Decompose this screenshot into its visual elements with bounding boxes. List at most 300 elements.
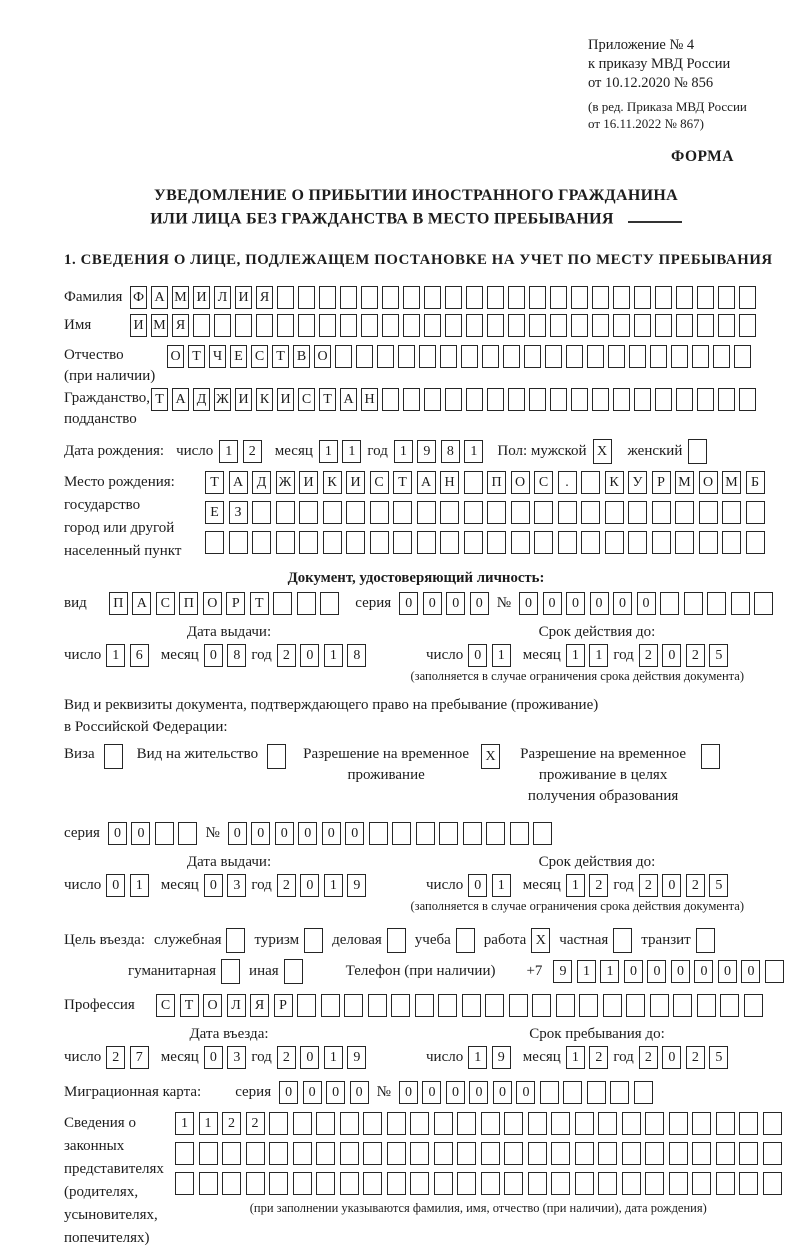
profession-boxes bbox=[156, 994, 763, 1017]
residence-issue-date bbox=[64, 874, 394, 897]
char-box bbox=[529, 286, 546, 309]
char-box: О bbox=[167, 345, 184, 368]
char-box: X bbox=[531, 928, 550, 953]
day-label: число bbox=[176, 443, 214, 460]
phone-prefix: +7 bbox=[526, 963, 543, 980]
char-box bbox=[613, 314, 630, 337]
char-box bbox=[722, 531, 741, 554]
char-box: И bbox=[346, 471, 365, 494]
char-box bbox=[504, 1142, 523, 1165]
char-box: Т bbox=[393, 471, 412, 494]
char-box bbox=[419, 345, 436, 368]
purpose-option: транзит bbox=[641, 928, 714, 953]
char-box: М bbox=[151, 314, 168, 337]
purpose-option: иная bbox=[249, 959, 303, 984]
char-box bbox=[370, 531, 389, 554]
year-boxes bbox=[639, 644, 729, 667]
char-box bbox=[508, 388, 525, 411]
char-box: В bbox=[293, 345, 310, 368]
char-box bbox=[175, 1142, 194, 1165]
char-box bbox=[540, 1081, 559, 1104]
char-box: 3 bbox=[227, 874, 246, 897]
char-box bbox=[655, 388, 672, 411]
char-box bbox=[699, 501, 718, 524]
month-label: месяц bbox=[522, 877, 561, 894]
char-box bbox=[235, 314, 252, 337]
char-box bbox=[503, 345, 520, 368]
char-box: Т bbox=[250, 592, 269, 615]
char-box bbox=[466, 388, 483, 411]
title-line2: ИЛИ ЛИЦА БЕЗ ГРАЖДАНСТВА В МЕСТО ПРЕБЫВАНИЯ bbox=[150, 210, 614, 228]
patronymic-boxes bbox=[167, 345, 751, 368]
char-box: С bbox=[156, 592, 175, 615]
char-box bbox=[464, 471, 483, 494]
char-box: 0 bbox=[422, 1081, 441, 1104]
char-box bbox=[267, 744, 286, 769]
char-box bbox=[387, 1142, 406, 1165]
char-box: 0 bbox=[637, 592, 656, 615]
char-box: Н bbox=[361, 388, 378, 411]
char-box: И bbox=[235, 286, 252, 309]
char-box: . bbox=[558, 471, 577, 494]
char-box: 0 bbox=[624, 960, 643, 983]
stay-until-date bbox=[426, 1046, 768, 1069]
legal-reps-rows bbox=[175, 1112, 782, 1216]
char-box bbox=[550, 314, 567, 337]
char-box: 0 bbox=[204, 1046, 223, 1069]
work-checkbox bbox=[531, 928, 550, 953]
option-label: Разрешение на временное проживание в целях получения образования bbox=[520, 746, 687, 805]
char-box bbox=[440, 345, 457, 368]
char-box: 0 bbox=[519, 592, 538, 615]
char-box bbox=[462, 994, 481, 1017]
visa-checkbox bbox=[104, 744, 123, 769]
char-box bbox=[424, 286, 441, 309]
char-box bbox=[722, 501, 741, 524]
issue-date-header: Дата выдачи: bbox=[186, 854, 272, 871]
char-box bbox=[155, 822, 174, 845]
appendix-line: к приказу МВД России bbox=[588, 56, 731, 72]
char-box: К bbox=[323, 471, 342, 494]
char-box bbox=[457, 1172, 476, 1195]
gender-female-label: женский bbox=[627, 443, 683, 460]
char-box bbox=[634, 1081, 653, 1104]
char-box bbox=[387, 1172, 406, 1195]
char-box bbox=[246, 1142, 265, 1165]
char-box bbox=[199, 1172, 218, 1195]
char-box: 9 bbox=[417, 440, 436, 463]
residence-valid-date bbox=[426, 874, 768, 897]
char-box: А bbox=[229, 471, 248, 494]
char-box: 0 bbox=[694, 960, 713, 983]
char-box bbox=[511, 501, 530, 524]
other-checkbox bbox=[284, 959, 303, 984]
char-box bbox=[763, 1112, 782, 1135]
identity-issue-date bbox=[64, 644, 394, 667]
char-box bbox=[528, 1112, 547, 1135]
phone-label: Телефон (при наличии) bbox=[345, 963, 496, 980]
char-box: М bbox=[675, 471, 694, 494]
char-box bbox=[363, 1172, 382, 1195]
char-box: 1 bbox=[324, 1046, 343, 1069]
char-box bbox=[277, 286, 294, 309]
purpose-option: деловая bbox=[332, 928, 406, 953]
char-box bbox=[650, 345, 667, 368]
char-box bbox=[592, 286, 609, 309]
char-box bbox=[692, 1172, 711, 1195]
char-box bbox=[222, 1172, 241, 1195]
doc-series-boxes bbox=[399, 592, 489, 615]
char-box: А bbox=[151, 286, 168, 309]
char-box: 1 bbox=[175, 1112, 194, 1135]
char-box bbox=[603, 994, 622, 1017]
birth-date-row bbox=[64, 439, 768, 464]
char-box bbox=[482, 345, 499, 368]
char-box bbox=[252, 531, 271, 554]
char-box: 1 bbox=[324, 644, 343, 667]
char-box bbox=[487, 531, 506, 554]
surname-row bbox=[64, 286, 768, 309]
month-boxes bbox=[204, 874, 247, 897]
temp-residence-checkbox bbox=[481, 744, 500, 769]
char-box bbox=[434, 1112, 453, 1135]
char-box bbox=[579, 994, 598, 1017]
char-box bbox=[652, 501, 671, 524]
birth-year-boxes bbox=[394, 440, 484, 463]
char-box bbox=[321, 994, 340, 1017]
char-box: 2 bbox=[106, 1046, 125, 1069]
char-box: 5 bbox=[709, 874, 728, 897]
char-box bbox=[464, 531, 483, 554]
char-box: Ч bbox=[209, 345, 226, 368]
char-box: 0 bbox=[446, 1081, 465, 1104]
char-box: 9 bbox=[553, 960, 572, 983]
legal-reps-row1 bbox=[175, 1112, 782, 1135]
char-box bbox=[299, 531, 318, 554]
char-box: С bbox=[298, 388, 315, 411]
char-box: 9 bbox=[347, 874, 366, 897]
char-box: Д bbox=[193, 388, 210, 411]
char-box bbox=[720, 994, 739, 1017]
identity-valid-note: (заполняется в случае ограничения срока действия документа) bbox=[410, 669, 744, 684]
char-box bbox=[575, 1142, 594, 1165]
char-box bbox=[550, 286, 567, 309]
char-box bbox=[692, 1112, 711, 1135]
char-box bbox=[323, 501, 342, 524]
option-temp-residence bbox=[300, 744, 500, 786]
char-box bbox=[634, 286, 651, 309]
char-box: Я bbox=[172, 314, 189, 337]
char-box: С bbox=[156, 994, 175, 1017]
char-box bbox=[684, 592, 703, 615]
char-box bbox=[487, 388, 504, 411]
char-box: И bbox=[193, 286, 210, 309]
residence-date-row bbox=[64, 871, 768, 897]
appendix-line: от 10.12.2020 № 856 bbox=[588, 75, 714, 91]
name-label: Имя bbox=[64, 317, 92, 334]
char-box bbox=[382, 286, 399, 309]
char-box bbox=[457, 1112, 476, 1135]
char-box bbox=[763, 1142, 782, 1165]
char-box bbox=[276, 531, 295, 554]
residence-valid-note: (заполняется в случае ограничения срока действия документа) bbox=[410, 899, 744, 914]
char-box: 1 bbox=[566, 874, 585, 897]
appendix-note-line: (в ред. Приказа МВД России bbox=[588, 99, 747, 114]
day-label: число bbox=[426, 647, 464, 664]
char-box: 0 bbox=[590, 592, 609, 615]
char-box bbox=[613, 388, 630, 411]
purpose-row1 bbox=[64, 928, 768, 953]
number-label: № bbox=[205, 825, 220, 842]
char-box bbox=[634, 314, 651, 337]
char-box bbox=[529, 388, 546, 411]
char-box bbox=[746, 531, 765, 554]
month-label: месяц bbox=[160, 647, 199, 664]
char-box: 0 bbox=[322, 822, 341, 845]
char-box bbox=[256, 314, 273, 337]
char-box bbox=[361, 286, 378, 309]
purpose-row2 bbox=[128, 959, 768, 984]
char-box: 1 bbox=[464, 440, 483, 463]
char-box: 0 bbox=[662, 1046, 681, 1069]
char-box bbox=[415, 994, 434, 1017]
char-box bbox=[346, 501, 365, 524]
purpose-option: туризм bbox=[254, 928, 323, 953]
identity-doc-row bbox=[64, 592, 768, 615]
char-box bbox=[199, 1142, 218, 1165]
char-box: 0 bbox=[662, 874, 681, 897]
patronymic-label: Отчество (при наличии) bbox=[64, 347, 156, 385]
char-box bbox=[655, 286, 672, 309]
char-box bbox=[356, 345, 373, 368]
char-box bbox=[273, 592, 292, 615]
char-box bbox=[382, 314, 399, 337]
char-box bbox=[398, 345, 415, 368]
char-box bbox=[675, 531, 694, 554]
char-box bbox=[739, 1172, 758, 1195]
month-boxes bbox=[566, 644, 609, 667]
char-box bbox=[481, 1172, 500, 1195]
char-box bbox=[335, 345, 352, 368]
char-box: 1 bbox=[342, 440, 361, 463]
char-box bbox=[765, 960, 784, 983]
char-box bbox=[629, 345, 646, 368]
char-box: О bbox=[203, 994, 222, 1017]
char-box bbox=[622, 1172, 641, 1195]
char-box: Ж bbox=[276, 471, 295, 494]
citizenship-label: Гражданство, подданство bbox=[64, 390, 151, 428]
char-box bbox=[688, 439, 707, 464]
char-box bbox=[598, 1142, 617, 1165]
purpose-option: гуманитарная bbox=[128, 959, 240, 984]
day-label: число bbox=[426, 877, 464, 894]
char-box bbox=[205, 531, 224, 554]
char-box: Т bbox=[180, 994, 199, 1017]
char-box bbox=[509, 994, 528, 1017]
char-box bbox=[731, 592, 750, 615]
char-box: 0 bbox=[300, 1046, 319, 1069]
gender-label: Пол: мужской bbox=[497, 443, 587, 460]
doc-series-label: серия bbox=[355, 595, 392, 612]
char-box bbox=[739, 1112, 758, 1135]
char-box: П bbox=[109, 592, 128, 615]
form-title bbox=[64, 184, 768, 230]
citizenship-row bbox=[64, 388, 768, 430]
name-boxes bbox=[130, 314, 756, 337]
char-box bbox=[563, 1081, 582, 1104]
private-checkbox bbox=[613, 928, 632, 953]
char-box: Б bbox=[746, 471, 765, 494]
month-label: месяц bbox=[522, 647, 561, 664]
year-boxes bbox=[277, 1046, 367, 1069]
char-box bbox=[368, 994, 387, 1017]
day-boxes bbox=[106, 644, 149, 667]
char-box bbox=[410, 1112, 429, 1135]
char-box bbox=[669, 1112, 688, 1135]
char-box: 0 bbox=[326, 1081, 345, 1104]
char-box bbox=[581, 471, 600, 494]
tourism-checkbox bbox=[304, 928, 323, 953]
char-box bbox=[558, 531, 577, 554]
char-box: 8 bbox=[347, 644, 366, 667]
char-box bbox=[284, 959, 303, 984]
char-box bbox=[699, 531, 718, 554]
char-box bbox=[551, 1112, 570, 1135]
char-box: 0 bbox=[399, 592, 418, 615]
series-label: серия bbox=[235, 1084, 272, 1101]
day-boxes bbox=[468, 1046, 511, 1069]
legal-reps-note: (при заполнении указываются фамилия, имя, отчество (при наличии), дата рождения) bbox=[249, 1201, 707, 1216]
char-box: 0 bbox=[350, 1081, 369, 1104]
char-box: 3 bbox=[227, 1046, 246, 1069]
char-box: 0 bbox=[300, 874, 319, 897]
doc-number-boxes bbox=[519, 592, 773, 615]
number-label: № bbox=[376, 1084, 391, 1101]
char-box: 8 bbox=[441, 440, 460, 463]
month-boxes bbox=[566, 874, 609, 897]
char-box bbox=[277, 314, 294, 337]
day-boxes bbox=[468, 874, 511, 897]
char-box: X bbox=[593, 439, 612, 464]
char-box bbox=[744, 994, 763, 1017]
char-box: 0 bbox=[423, 592, 442, 615]
appendix-line: Приложение № 4 bbox=[588, 37, 695, 53]
char-box bbox=[634, 388, 651, 411]
char-box: 1 bbox=[600, 960, 619, 983]
char-box bbox=[297, 592, 316, 615]
title-line1: УВЕДОМЛЕНИЕ О ПРИБЫТИИ ИНОСТРАННОГО ГРАЖДАНИНА bbox=[154, 187, 678, 204]
char-box bbox=[464, 501, 483, 524]
month-label: месяц bbox=[160, 1049, 199, 1066]
char-box: Т bbox=[319, 388, 336, 411]
char-box bbox=[592, 388, 609, 411]
char-box bbox=[299, 501, 318, 524]
char-box bbox=[650, 994, 669, 1017]
month-label: месяц bbox=[274, 443, 313, 460]
identity-doc-heading: Документ, удостоверяющий личность: bbox=[287, 570, 545, 587]
char-box: 0 bbox=[647, 960, 666, 983]
day-boxes bbox=[106, 1046, 149, 1069]
char-box bbox=[346, 531, 365, 554]
char-box: Е bbox=[205, 501, 224, 524]
char-box bbox=[457, 1142, 476, 1165]
char-box bbox=[676, 286, 693, 309]
char-box bbox=[613, 928, 632, 953]
char-box bbox=[486, 822, 505, 845]
study-checkbox bbox=[456, 928, 475, 953]
char-box bbox=[403, 286, 420, 309]
char-box bbox=[466, 314, 483, 337]
char-box: 8 bbox=[227, 644, 246, 667]
char-box: Я bbox=[256, 286, 273, 309]
char-box bbox=[504, 1172, 523, 1195]
char-box: 1 bbox=[130, 874, 149, 897]
char-box: К bbox=[605, 471, 624, 494]
char-box: С bbox=[370, 471, 389, 494]
char-box: X bbox=[481, 744, 500, 769]
month-boxes bbox=[204, 1046, 247, 1069]
char-box bbox=[456, 928, 475, 953]
char-box: 0 bbox=[300, 644, 319, 667]
char-box: 2 bbox=[686, 1046, 705, 1069]
char-box: 0 bbox=[566, 592, 585, 615]
char-box bbox=[671, 345, 688, 368]
char-box bbox=[393, 501, 412, 524]
char-box: Н bbox=[440, 471, 459, 494]
series-boxes bbox=[279, 1081, 369, 1104]
char-box bbox=[734, 345, 751, 368]
year-label: год bbox=[251, 647, 272, 664]
legal-reps-label: Сведения о законных представителях (родителях, усыновителях, попечителях) bbox=[64, 1115, 164, 1247]
residence-date-headers bbox=[64, 854, 768, 871]
char-box: 0 bbox=[662, 644, 681, 667]
legal-reps-block bbox=[64, 1112, 768, 1250]
char-box bbox=[676, 388, 693, 411]
option-label: Разрешение на временное проживание bbox=[303, 746, 470, 784]
char-box: 0 bbox=[279, 1081, 298, 1104]
year-boxes bbox=[277, 874, 367, 897]
entry-date-row bbox=[64, 1043, 768, 1069]
char-box bbox=[370, 501, 389, 524]
option-label: Виза bbox=[64, 746, 95, 763]
char-box bbox=[382, 388, 399, 411]
temp-residence-edu-checkbox bbox=[701, 744, 720, 769]
legal-reps-row2 bbox=[175, 1142, 782, 1165]
char-box: 1 bbox=[577, 960, 596, 983]
char-box bbox=[529, 314, 546, 337]
option-label: Вид на жительство bbox=[136, 746, 259, 763]
appendix-note-line: от 16.11.2022 № 867) bbox=[588, 116, 705, 131]
char-box: 0 bbox=[204, 874, 223, 897]
char-box bbox=[697, 314, 714, 337]
migration-card-row bbox=[64, 1081, 768, 1104]
char-box bbox=[487, 286, 504, 309]
char-box bbox=[532, 994, 551, 1017]
char-box: 2 bbox=[277, 1046, 296, 1069]
char-box bbox=[463, 822, 482, 845]
char-box: 2 bbox=[243, 440, 262, 463]
char-box bbox=[718, 286, 735, 309]
char-box bbox=[104, 744, 123, 769]
char-box: А bbox=[132, 592, 151, 615]
char-box bbox=[598, 1172, 617, 1195]
char-box: М bbox=[722, 471, 741, 494]
char-box: С bbox=[534, 471, 553, 494]
month-label: месяц bbox=[160, 877, 199, 894]
char-box bbox=[276, 501, 295, 524]
day-label: число bbox=[64, 877, 102, 894]
char-box: Ж bbox=[214, 388, 231, 411]
